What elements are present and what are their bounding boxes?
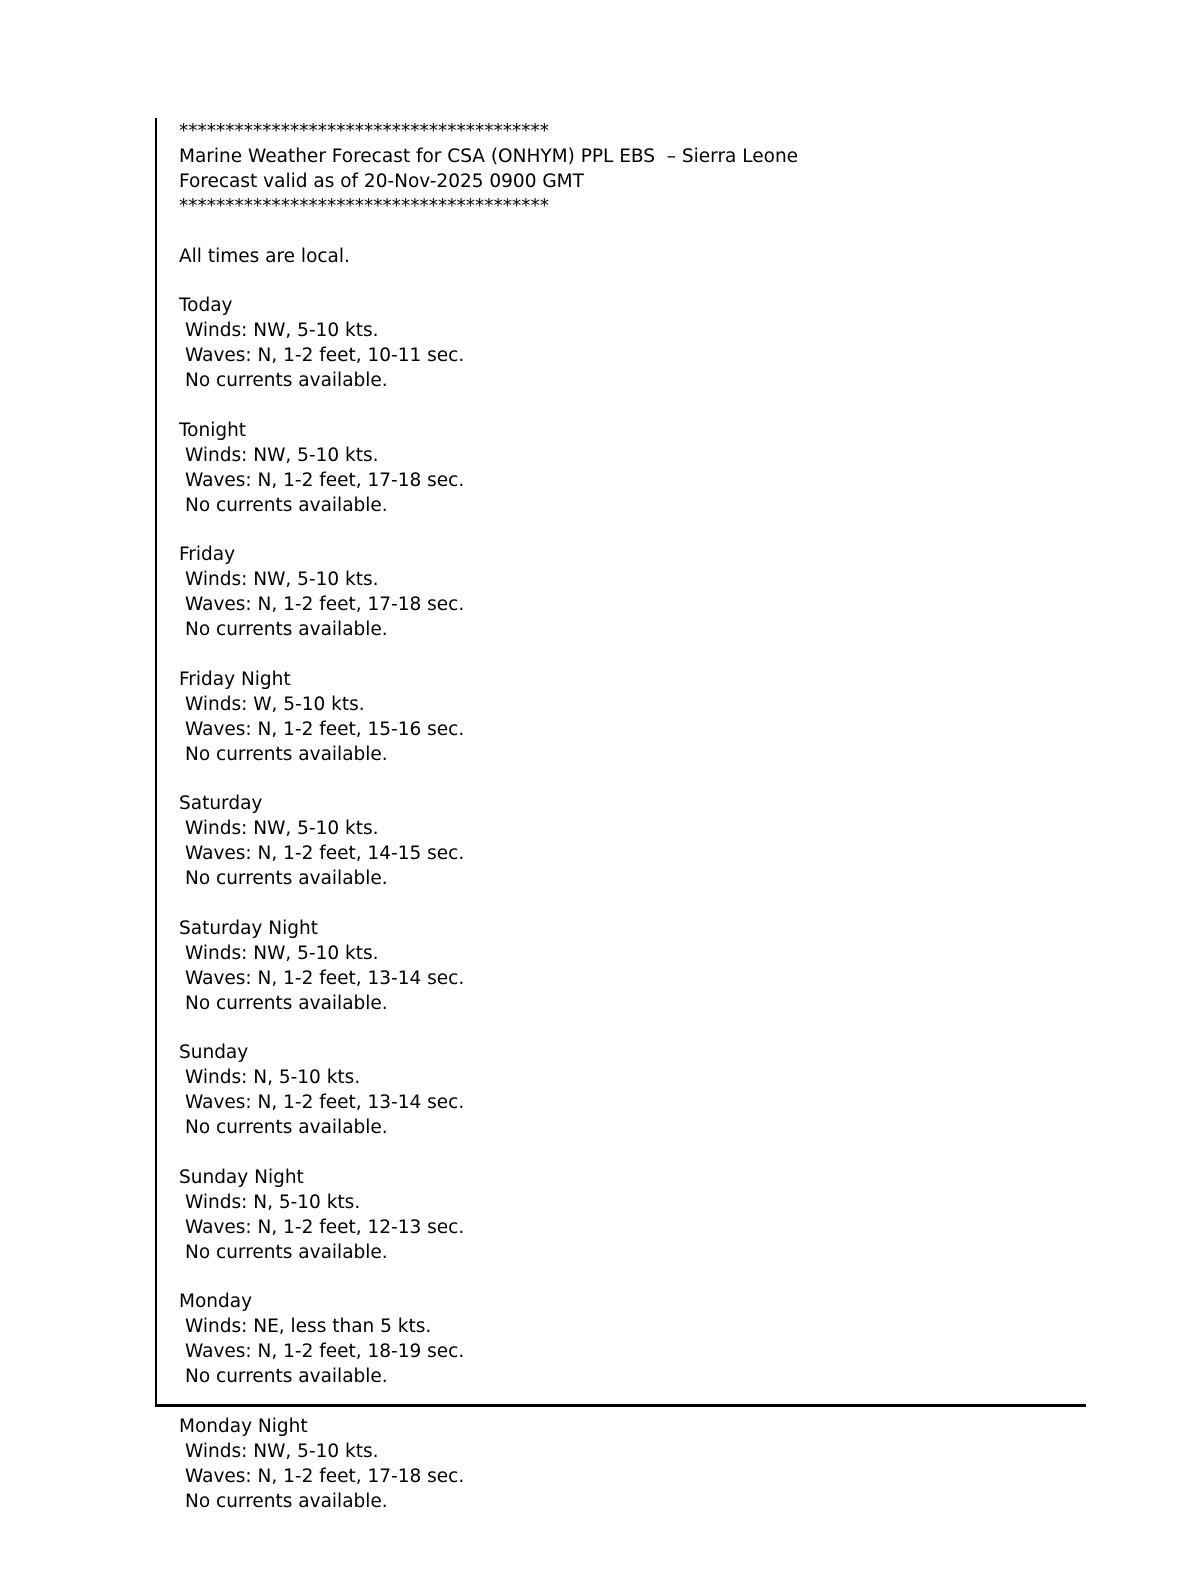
forecast-section-saturday [179, 792, 798, 892]
section-day-label: Sunday [179, 1042, 249, 1064]
currents-line: No currents available. [185, 1117, 388, 1139]
forecast-document [179, 120, 798, 1515]
section-day-label: Friday Night [179, 668, 291, 690]
document-title: Marine Weather Forecast for CSA (ONHYM) PPL EBS – Sierra Leone [179, 145, 799, 167]
currents-line: No currents available. [185, 1366, 388, 1388]
section-day-label: Saturday [179, 793, 263, 815]
section-day-label: Monday [179, 1291, 253, 1313]
forecast-section-saturday-night [179, 917, 798, 1017]
text-frame-left-border [155, 118, 157, 1407]
waves-line: Waves: N, 1-2 feet, 18-19 sec. [185, 1341, 465, 1363]
section-day-label: Monday Night [179, 1415, 308, 1437]
forecast-section-monday [179, 1290, 798, 1390]
currents-line: No currents available. [185, 494, 388, 516]
waves-line: Waves: N, 1-2 feet, 17-18 sec. [185, 1465, 465, 1487]
currents-line: No currents available. [185, 370, 388, 392]
times-note: All times are local. [179, 245, 350, 267]
winds-line: Winds: NW, 5-10 kts. [185, 320, 379, 342]
divider-bottom: **************************************** [179, 195, 549, 217]
currents-line: No currents available. [185, 868, 388, 890]
section-day-label: Sunday Night [179, 1166, 304, 1188]
forecast-section-friday-night [179, 668, 798, 768]
section-day-label: Friday [179, 544, 236, 566]
winds-line: Winds: N, 5-10 kts. [185, 1067, 361, 1089]
winds-line: Winds: NW, 5-10 kts. [185, 818, 379, 840]
waves-line: Waves: N, 1-2 feet, 15-16 sec. [185, 718, 465, 740]
winds-line: Winds: W, 5-10 kts. [185, 693, 365, 715]
winds-line: Winds: NW, 5-10 kts. [185, 942, 379, 964]
divider-top: **************************************** [179, 121, 549, 142]
waves-line: Waves: N, 1-2 feet, 14-15 sec. [185, 843, 465, 865]
forecast-section-today [179, 294, 798, 394]
winds-line: Winds: NW, 5-10 kts. [185, 569, 379, 591]
winds-line: Winds: NW, 5-10 kts. [185, 1440, 379, 1462]
currents-line: No currents available. [185, 743, 388, 765]
waves-line: Waves: N, 1-2 feet, 17-18 sec. [185, 594, 465, 616]
forecast-section-sunday-night [179, 1166, 798, 1266]
validity-line: Forecast valid as of 20-Nov-2025 0900 GMT [179, 170, 584, 192]
section-day-label: Today [179, 295, 233, 317]
forecast-section-monday-night [179, 1415, 798, 1515]
winds-line: Winds: NW, 5-10 kts. [185, 444, 379, 466]
section-day-label: Saturday Night [179, 917, 318, 939]
waves-line: Waves: N, 1-2 feet, 13-14 sec. [185, 967, 465, 989]
winds-line: Winds: N, 5-10 kts. [185, 1191, 361, 1213]
waves-line: Waves: N, 1-2 feet, 17-18 sec. [185, 469, 465, 491]
currents-line: No currents available. [185, 1490, 388, 1512]
currents-line: No currents available. [185, 619, 388, 641]
forecast-section-sunday [179, 1041, 798, 1141]
forecast-section-tonight [179, 419, 798, 519]
waves-line: Waves: N, 1-2 feet, 10-11 sec. [185, 345, 465, 367]
waves-line: Waves: N, 1-2 feet, 12-13 sec. [185, 1216, 465, 1238]
waves-line: Waves: N, 1-2 feet, 13-14 sec. [185, 1092, 465, 1114]
currents-line: No currents available. [185, 992, 388, 1014]
forecast-section-friday [179, 543, 798, 643]
winds-line: Winds: NE, less than 5 kts. [185, 1316, 432, 1338]
section-day-label: Tonight [179, 419, 247, 441]
currents-line: No currents available. [185, 1241, 388, 1263]
